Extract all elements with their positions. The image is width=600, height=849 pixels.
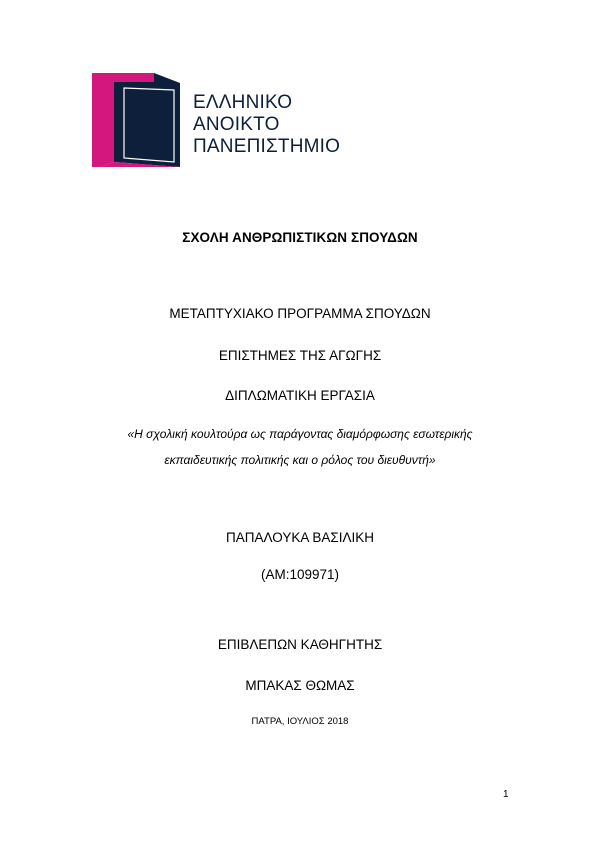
place-date: ΠΑΤΡΑ, ΙΟΥΛΙΟΣ 2018 xyxy=(251,716,349,727)
logo-line-1: ΕΛΛΗΝΙΚΟ xyxy=(193,92,293,113)
supervisor-name: ΜΠΑΚΑΣ ΘΩΜΑΣ xyxy=(245,678,355,693)
student-id: (ΑΜ:109971) xyxy=(260,567,340,582)
school-name: ΣΧΟΛΗ ΑΝΘΡΩΠΙΣΤΙΚΩΝ ΣΠΟΥΔΩΝ xyxy=(182,230,418,245)
university-emblem-icon xyxy=(92,70,192,170)
thesis-title-line-2: εκπαιδευτικής πολιτικής και ο ρόλος του διευθυντή» xyxy=(164,453,436,467)
thesis-title-line-1: «Η σχολική κουλτούρα ως παράγοντας διαμόρφωσης εσωτερικής xyxy=(127,427,473,441)
university-logo xyxy=(92,70,342,170)
supervisor-label: ΕΠΙΒΛΕΠΩΝ ΚΑΘΗΓΗΤΗΣ xyxy=(217,637,383,652)
document-type: ΔΙΠΛΩΜΑΤΙΚΗ ΕΡΓΑΣΙΑ xyxy=(225,388,375,403)
field-name: ΕΠΙΣΤΗΜΕΣ ΤΗΣ ΑΓΩΓΗΣ xyxy=(218,348,382,363)
logo-line-2: ΑΝΟΙΚΤΟ xyxy=(193,114,280,135)
program-name: ΜΕΤΑΠΤΥΧΙΑΚΟ ΠΡΟΓΡΑΜΜΑ ΣΠΟΥΔΩΝ xyxy=(169,306,431,321)
university-name xyxy=(193,92,340,158)
author-name: ΠΑΠΑΛΟΥΚΑ ΒΑΣΙΛΙΚΗ xyxy=(226,530,374,545)
page-number: 1 xyxy=(503,789,509,800)
logo-line-3: ΠΑΝΕΠΙΣΤΗΜΙΟ xyxy=(193,136,341,157)
